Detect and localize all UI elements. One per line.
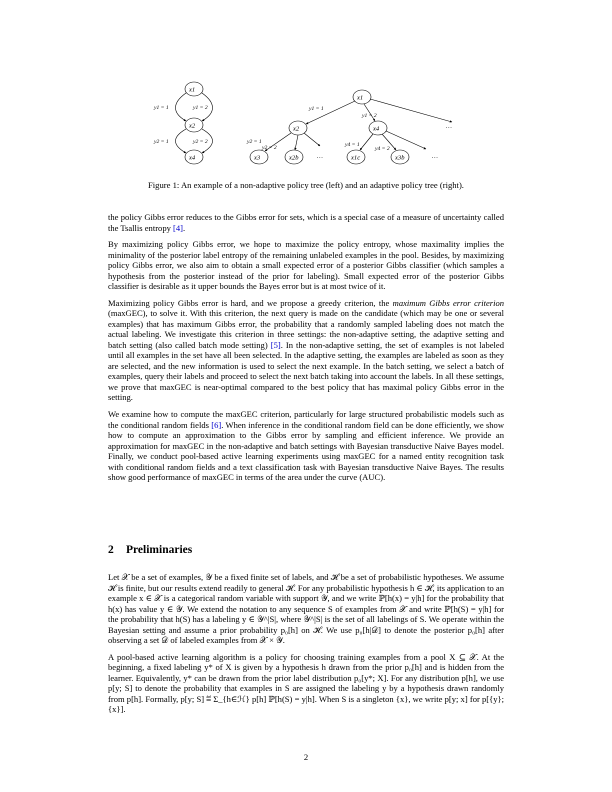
left-node-x4-label: x4: [189, 154, 196, 162]
citation-4[interactable]: [4]: [173, 222, 183, 233]
right-edge-label-6: y4 = 2: [375, 146, 390, 152]
right-edge-label-1: y1 = 1: [309, 106, 324, 112]
right-leaf-x1c-label: x1c: [351, 154, 361, 162]
paragraph-2: By maximizing policy Gibbs error, we hope to maximize the policy entropy, whose maximality implies the minimality of the posterior label entropy of the remaining unlabeled examples in the pool. Besides, by maximizing policy Gibbs error, we also aim to obtain a small expected error of a posterior Gibbs classifier (which samples a hypothesis from the posterior instead of the prior for labeling). Small expected error of the posterior Gibbs classifier is desirable as it upper bounds the Bayes error but is at most twice of it.: [108, 239, 504, 292]
ellipsis-root: …: [446, 123, 452, 130]
section-number: 2: [108, 544, 114, 556]
ellipsis-x2: …: [317, 153, 323, 160]
right-leaf-x3b-label: x3b: [395, 154, 405, 162]
paragraph-5: Let 𝒳 be a set of examples, 𝒴 be a fixed finite set of labels, and ℋ be a set of probabilistic hypotheses. We assume ℋ is finite, but our results extend readily to general ℋ. For any probabilistic hypothesis h ∈ ℋ, its application to an example x ∈ 𝒳 is a categorical random variable with support 𝒴, and we write ℙ[h(x) = y|h] for the probability that h(x) has value y ∈ 𝒴. We extend the notation to any sequence S of examples from 𝒳 and write ℙ[h(S) = y|h] for the probability that h(S) has a labeling y ∈ 𝒴^|S|, where 𝒴^|S| is the set of all labelings of S. We operate within the Bayesian setting and assume a prior probability p₀[h] on ℋ. We use p₀[h|𝒟] to denote the posterior p₀[h] after observing a set 𝒟 of labeled examples from 𝒳 × 𝒴.: [108, 572, 504, 645]
right-edge-label-2: y1 = 2: [362, 113, 377, 119]
paragraph-4: We examine how to compute the maxGEC criterion, particularly for large structured probabilistic models such as the conditional random fields [6]. When inference in the conditional random field can be done efficiently, we show how to compute an approximation to the Gibbs error by sampling and efficient inference. We provide an approximation for maxGEC in the non-adaptive and batch settings with Bayesian transductive Naive Bayes model. Finally, we conduct pool-based active learning experiments using maxGEC for a named entity recognition task with conditional random fields and a text classification task with Bayesian transductive Naive Bayes. The results show good performance of maxGEC in terms of the area under the curve (AUC).: [108, 409, 504, 483]
figure-caption: Figure 1: An example of a non-adaptive policy tree (left) and an adaptive policy tree (right).: [148, 180, 464, 190]
intro-body: [108, 212, 504, 489]
section-heading: [108, 544, 192, 556]
right-edge-label-4: y2 = 2: [262, 145, 277, 151]
right-leaf-x3-label: x3: [254, 154, 261, 162]
right-leaf-x2b-label: x2b: [289, 154, 299, 162]
paragraph-6: A pool-based active learning algorithm is a policy for choosing training examples from a pool X ⊆ 𝒳. At the beginning, a fixed labeling y* of X is given by a hypothesis h drawn from the prior p₀[h] and is hidden from the learner. Equivalently, y* can be drawn from the prior label distribution p₀[y*; X]. For any distribution p[h], we use p[y; S] to denote the probability that examples in S are assigned the labeling y by a hypothesis drawn randomly from p[h]. Formally, p[y; S] ≝ Σ_{h∈ℋ} p[h] ℙ[h(S) = y|h]. When S is a singleton {x}, we write p[y; x] for p[{y}; {x}].: [108, 651, 504, 715]
left-node-x1-label: x1: [189, 86, 196, 94]
section-title: Preliminaries: [126, 544, 193, 556]
maxgec-term: maximum Gibbs error criterion: [392, 297, 504, 308]
paragraph-1: the policy Gibbs error reduces to the Gibbs error for sets, which is a special case of a measure of uncertainty called the Tsallis entropy [4].: [108, 212, 504, 233]
page-number: 2: [303, 752, 309, 762]
ellipsis-x4: …: [432, 153, 438, 160]
citation-5[interactable]: [5]: [270, 339, 281, 350]
left-edge-label-3: y2 = 1: [154, 139, 169, 145]
citation-6[interactable]: [6]: [211, 419, 222, 430]
adaptive-tree: [250, 90, 452, 164]
preliminaries-body: [108, 572, 504, 721]
right-edge-label-3: y2 = 1: [247, 139, 262, 145]
left-node-x2-label: x2: [189, 122, 196, 130]
left-edge-label-1: y1 = 1: [154, 105, 169, 111]
left-edge-label-4: y2 = 2: [193, 139, 208, 145]
right-node-x4-label: x4: [373, 125, 380, 133]
paragraph-3: Maximizing policy Gibbs error is hard, and we propose a greedy criterion, the maximum Gibbs error criterion (maxGEC), to solve it. With this criterion, the next query is made on the candidate (which may be one or several examples) that has maximum Gibbs error, the probability that a randomly sampled labeling does not match the actual labeling. We investigate this criterion in three settings: the non-adaptive setting, the adaptive setting and batch setting (also called batch mode setting) [5]. In the non-adaptive setting, the set of examples is not labeled until all examples in the set have all been selected. In the adaptive setting, the examples are labeled as soon as they are selected, and the new information is used to select the next example. In the batch setting, we select a batch of examples, query their labels and proceed to select the next batch taking into account the labels. In all these settings, we prove that maxGEC is near-optimal compared to the best policy that has maximal policy Gibbs error in the setting.: [108, 297, 504, 403]
right-node-x2-label: x2: [293, 125, 300, 133]
policy-tree-figure: [0, 0, 612, 200]
right-root-x1-label: x1: [357, 94, 364, 102]
left-edge-label-2: y1 = 2: [193, 105, 208, 111]
right-edge-label-5: y4 = 1: [345, 142, 360, 148]
